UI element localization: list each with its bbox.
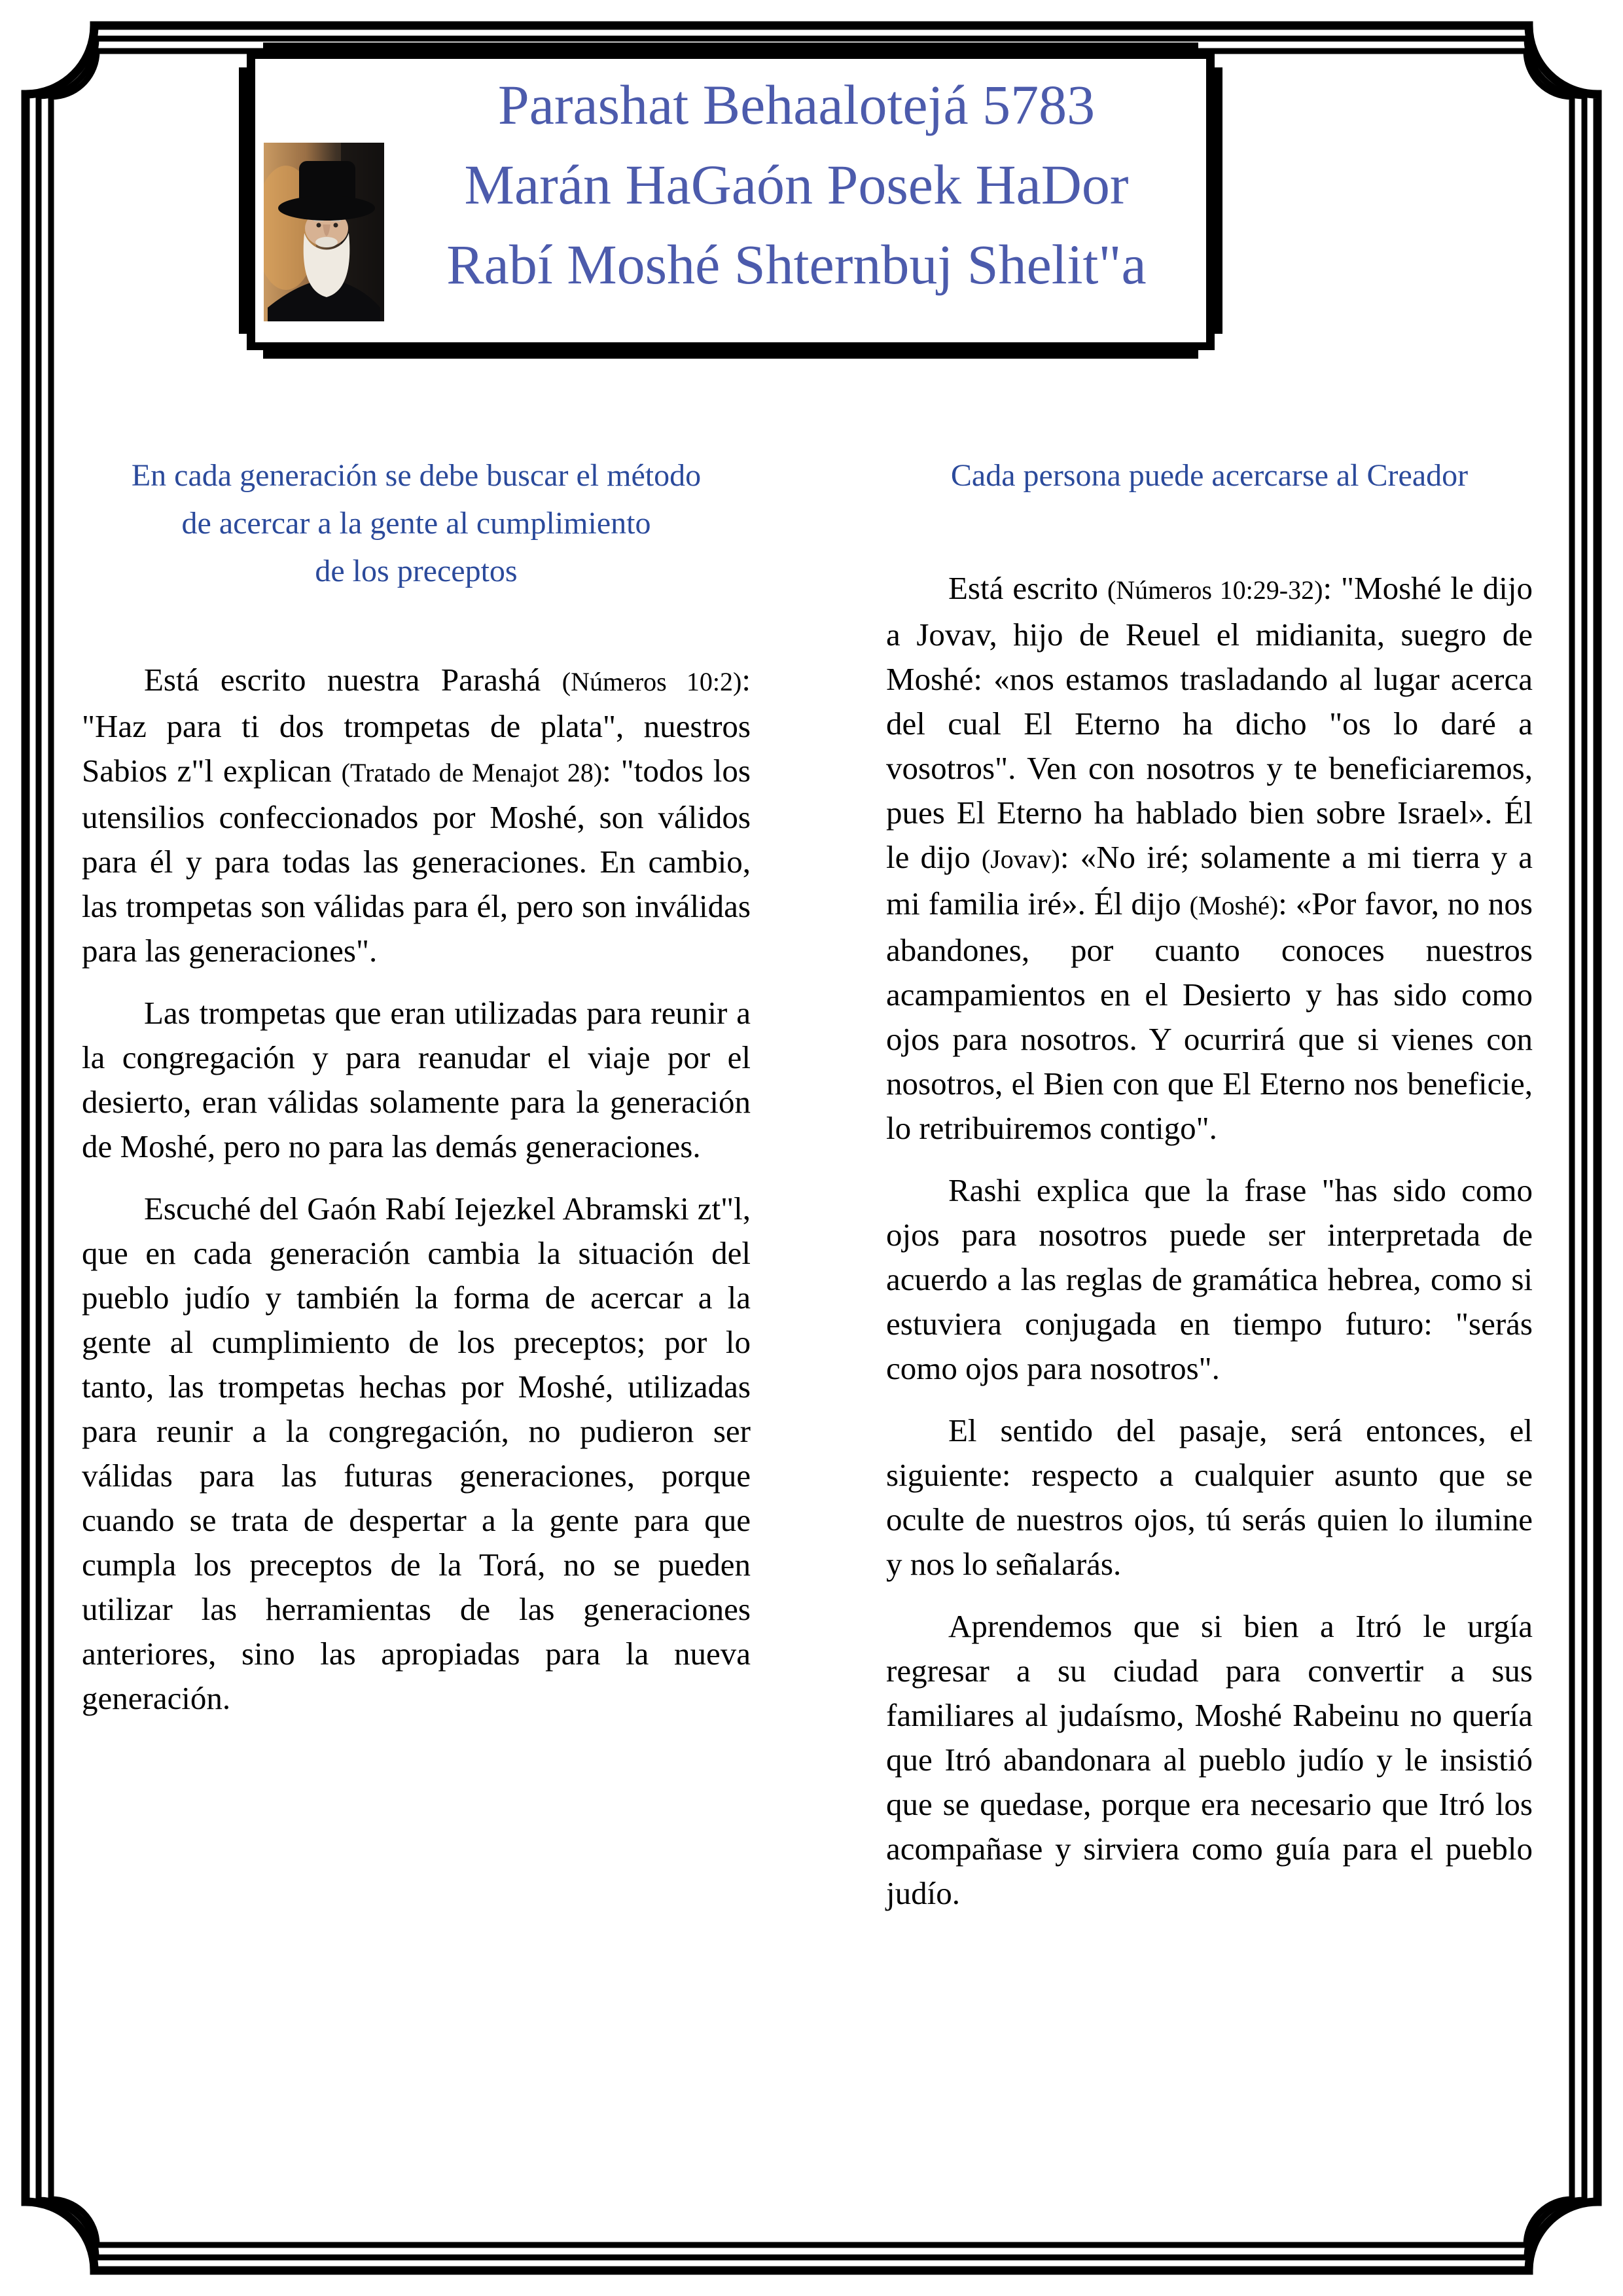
source-reference: (Tratado de Menajot 28): [341, 758, 603, 787]
title-line: Marán HaGaón Posek HaDor: [464, 153, 1129, 216]
body-text: : «Por favor, no nos abandones, por cuanto conoces nuestros acampamientos en el Desierto y has sido como ojos para nosotros. Y ocurrirá que si vienes con nosotros, el Bien con que El Eterno nos beneficie, lo retribuiremos contigo".: [886, 886, 1533, 1146]
body-text: Rashi explica que la frase "has sido como ojos para nosotros puede ser interpretada de acuerdo a las reglas de gramática hebrea, como si estuviera conjugada en tiempo futuro: "serás como ojos para nosotros".: [886, 1172, 1533, 1386]
body-text: Aprendemos que si bien a Itró le urgía regresar a su ciudad para convertir a sus familiares al judaísmo, Moshé Rabeinu no quería que Itró abandonara al pueblo judío y le insistió que se quedase, porque era necesario que Itró los acompañase y sirviera como guía para el pueblo judío.: [886, 1608, 1533, 1911]
paragraph: [886, 566, 1533, 1151]
title-line: Parashat Behaalotejá 5783: [497, 73, 1096, 136]
rabbi-photo: [264, 143, 384, 321]
heading-line: de los preceptos: [315, 554, 518, 588]
source-reference: (Moshé): [1189, 891, 1279, 920]
title-line: Rabí Moshé Shternbuj Shelit"a: [446, 233, 1147, 296]
column-right: [886, 452, 1533, 1933]
heading-line: de acercar a la gente al cumplimiento: [181, 506, 651, 541]
column-left: [82, 452, 751, 1738]
paragraph: [82, 991, 751, 1169]
heading-line: En cada generación se debe buscar el método: [131, 458, 702, 493]
heading-line: Cada persona puede acercarse al Creador: [950, 458, 1469, 493]
source-reference: (Números 10:29-32): [1107, 575, 1323, 605]
column-heading: [82, 452, 751, 595]
column-heading: [886, 452, 1533, 499]
body-text: Está escrito: [948, 570, 1107, 606]
source-reference: (Jovav): [981, 844, 1060, 874]
body-text: : "todos los utensilios confeccionados por Moshé, son válidos para él y para todas las generaciones. En cambio, las trompetas son válidas para él, pero son inválidas para las generaciones".: [82, 753, 751, 969]
body-text: : "Moshé le dijo a Jovav, hijo de Reuel el midianita, suegro de Moshé: «nos estamos trasladando al lugar acerca del cual El Eterno ha dicho "os lo daré a vosotros". Ven con nosotros y te beneficiaremos, pues El Eterno ha hablado bien sobre Israel». Él le dijo: [886, 570, 1533, 875]
body-text: Las trompetas que eran utilizadas para reunir a la congregación y para reanudar el viaje por el desierto, eran válidas solamente para la generación de Moshé, pero no para las demás generaciones.: [82, 995, 751, 1164]
paragraph: [886, 1408, 1533, 1587]
body-text: : "Haz para ti dos trompetas de plata", nuestros Sabios z"l explican: [82, 662, 751, 789]
paragraph: [82, 1187, 751, 1721]
body-text: Escuché del Gaón Rabí Iejezkel Abramski zt"l, que en cada generación cambia la situación del pueblo judío y también la forma de acercar a la gente al cumplimiento de los preceptos; por lo tanto, las trompetas hechas por Moshé, utilizadas para reunir a la congregación, no pudieron ser válidas para las futuras generaciones, porque cuando se trata de despertar a la gente para que cumpla los preceptos de la Torá, no se pueden utilizar las herramientas de las generaciones anteriores, sino las apropiadas para la nueva generación.: [82, 1191, 751, 1716]
header-title: [391, 65, 1202, 304]
paragraph: [886, 1604, 1533, 1916]
body-text: El sentido del pasaje, será entonces, el siguiente: respecto a cualquier asunto que se oculte de nuestros ojos, tú serás quien lo ilumine y nos lo señalarás.: [886, 1412, 1533, 1582]
body-text: : «No iré; solamente a mi tierra y a mi familia iré». Él dijo: [886, 839, 1533, 922]
paragraph: [886, 1168, 1533, 1391]
paragraph: [82, 658, 751, 973]
source-reference: (Números 10:2): [562, 667, 742, 696]
body-text: Está escrito nuestra Parashá: [144, 662, 562, 698]
